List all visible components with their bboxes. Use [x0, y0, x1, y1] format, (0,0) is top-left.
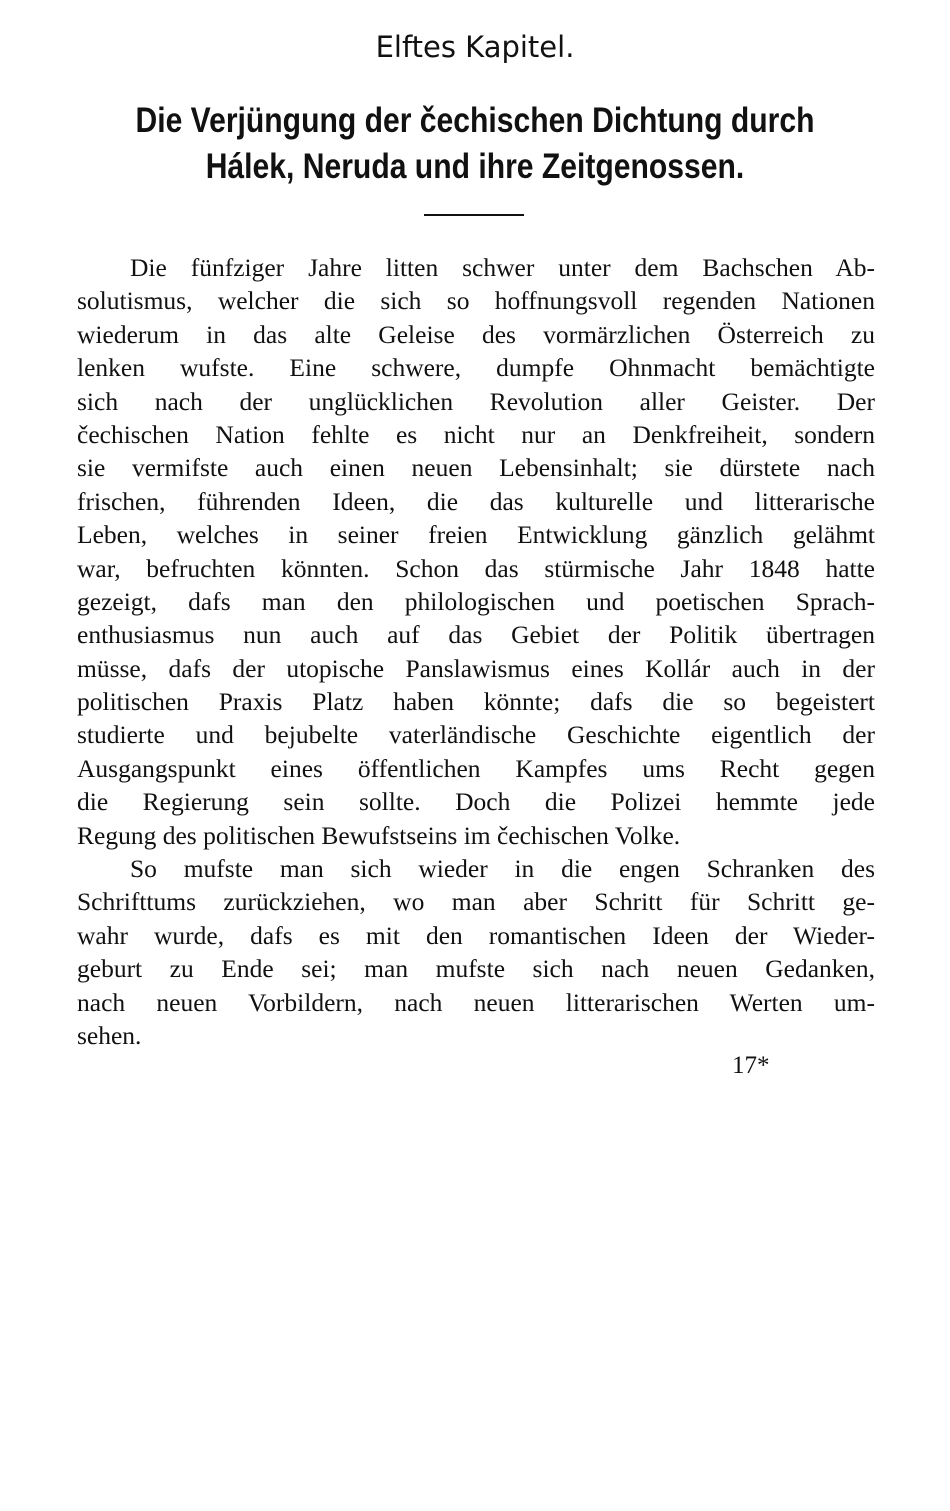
- text-line: wahr wurde, dafs es mit den romantischen Ideen der Wieder-: [77, 920, 875, 950]
- text-line: lenken wufste. Eine schwere, dumpfe Ohnmacht bemächtigte: [77, 353, 875, 383]
- text-line: Die fünfziger Jahre litten schwer unter dem Bachschen Ab-: [130, 253, 875, 282]
- text-line: Schrifttums zurückziehen, wo man aber Schritt für Schritt ge-: [77, 887, 875, 917]
- text-line: enthusiasmus nun auch auf das Gebiet der Politik übertragen: [77, 620, 875, 650]
- text-line: Regung des politischen Bewufstseins im čechischen Volke.: [77, 820, 681, 850]
- text-line: sie vermifste auch einen neuen Lebensinhalt; sie dürstete nach: [77, 453, 875, 483]
- chapter-label: Elftes Kapitel.: [375, 30, 575, 64]
- text-line: solutismus, welcher die sich so hoffnungsvoll regenden Nationen: [77, 286, 875, 316]
- text-line: sich nach der unglücklichen Revolution aller Geister. Der: [77, 386, 875, 416]
- chapter-title: [118, 98, 832, 190]
- page-folio: 17*: [732, 1052, 770, 1079]
- text-line: So mufste man sich wieder in die engen Schranken des: [130, 854, 875, 884]
- text-line: gezeigt, dafs man den philologischen und poetischen Sprach-: [77, 586, 875, 616]
- text-line: sehen.: [77, 1020, 142, 1050]
- paragraph: [77, 251, 875, 852]
- text-line: frischen, führenden Ideen, die das kulturelle und litterarische: [77, 486, 875, 516]
- text-line: Leben, welches in seiner freien Entwicklung gänzlich gelähmt: [77, 520, 875, 550]
- title-divider: [424, 214, 524, 216]
- text-line: wiederum in das alte Geleise des vormärzlichen Österreich zu: [77, 319, 875, 349]
- text-line: Ausgangspunkt eines öffentlichen Kampfes ums Recht gegen: [77, 753, 875, 783]
- text-line: geburt zu Ende sei; man mufste sich nach neuen Gedanken,: [77, 954, 875, 984]
- paragraph: [77, 852, 875, 1052]
- text-line: politischen Praxis Platz haben könnte; dafs die so begeistert: [77, 687, 875, 717]
- text-line: war, befruchten könnten. Schon das stürmische Jahr 1848 hatte: [77, 553, 875, 583]
- text-line: nach neuen Vorbildern, nach neuen litterarischen Werten um-: [77, 987, 875, 1017]
- chapter-title-line: Hálek, Neruda und ihre Zeitgenossen.: [205, 147, 745, 186]
- chapter-title-line: Die Verjüngung der čechischen Dichtung durch: [135, 101, 815, 140]
- text-line: čechischen Nation fehlte es nicht nur an Denkfreiheit, sondern: [77, 419, 875, 449]
- text-line: studierte und bejubelte vaterländische Geschichte eigentlich der: [77, 720, 875, 750]
- body-text: [77, 251, 875, 1052]
- text-line: die Regierung sein sollte. Doch die Polizei hemmte jede: [77, 787, 875, 817]
- text-line: müsse, dafs der utopische Panslawismus eines Kollár auch in der: [77, 653, 875, 683]
